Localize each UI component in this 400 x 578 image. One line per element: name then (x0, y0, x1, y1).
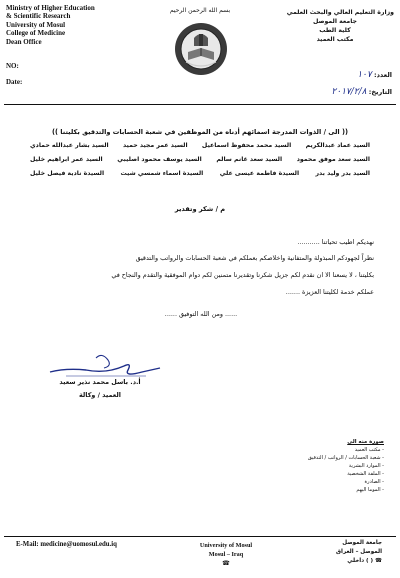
footer-divider (4, 536, 396, 537)
signer-name: أ.د. باسل محمد نذير سعيد (59, 378, 141, 386)
copy-recipient: - الملفة الشخصية (288, 470, 384, 478)
date-value: ٢٠١٧/٢/٨ (331, 87, 367, 97)
employee-name: السيد يوسف محمود اصليبي (117, 156, 202, 163)
names-row (30, 170, 370, 184)
copy-recipient: - الصادرة (288, 478, 384, 486)
footer-ext-ar (294, 557, 382, 566)
body-paragraph-2: بكليتنا ، لا يسعنا الا ان نقدم لكم جزيل شكرنا وتقديرنا متمنين لكم دوام الموفقية والتقدم والنجاح في (111, 271, 374, 279)
research-en: & Scientific Research (6, 12, 71, 21)
signer-title: العميد / وكالة (79, 391, 121, 399)
greeting: نهديكم اطيب تحياتنا ........... (297, 238, 374, 246)
copy-recipient: - شعبة الحسابات / الرواتب / التدقيق (288, 454, 384, 462)
university-ar: جامعة الموصل (313, 18, 357, 25)
employee-name: السيد سعد غانم سالم (216, 156, 283, 163)
copies-list (288, 438, 384, 494)
employee-name: السيد عماد عبدالكريم (305, 142, 370, 149)
english-letterhead (6, 4, 124, 87)
college-ar: كلية الطب (319, 27, 351, 34)
footer-address-ar (294, 539, 382, 566)
office-en: Dean Office (6, 37, 42, 46)
closing-line: ...... ومن الله التوفيق ...... (164, 310, 238, 318)
phone-icon: ☎ (375, 558, 382, 564)
employee-name: السيد عمر مجيد حميد (122, 142, 188, 149)
letter-subject: م / شكر وتقدير (174, 205, 226, 213)
names-row (30, 156, 370, 170)
footer-city-en: Mosul – Iraq (208, 551, 244, 558)
body-paragraph-3: عملكم خدمة لكليتنا العزيزة ....... (285, 288, 374, 296)
copy-recipient: - الموارد البشرية (288, 462, 384, 470)
phone-icon: ☎ (222, 560, 230, 567)
footer-extension: ( ) داخلي (347, 558, 374, 564)
copies-heading: صورة منه الى (347, 439, 384, 445)
footer-email[interactable]: E-Mail: medicine@uomosul.edu.iq (16, 541, 117, 548)
ministry-ar: وزارة التعليم العالي والبحث العلمي (286, 9, 394, 16)
arabic-letterhead (276, 8, 394, 44)
date-label-ar: التاريخ: (368, 88, 392, 96)
office-ar: مكتب العميد (316, 36, 354, 43)
employee-name: السيد عمر ابراهيم خليل (30, 156, 103, 163)
letter-date (331, 87, 392, 97)
number-value: ١٠٧ (357, 70, 372, 80)
employee-names-table (30, 142, 370, 184)
date-label-en: Date: (6, 78, 23, 87)
footer-address-en (178, 541, 274, 568)
college-en: College of Medicine (6, 29, 66, 38)
footer-phone-en (178, 559, 274, 568)
employee-name: السيد بدر وليد بدر (315, 170, 370, 177)
basmala: بسم الله الرحمن الرحيم (169, 7, 231, 14)
university-en: University of Mosul (6, 20, 66, 29)
body-paragraph-1: نظراً لجهودكم المبذولة والمتفانية واخلاصكم بعملكم في شعبة الحسابات والرواتب والتدقيق (135, 254, 374, 262)
letter-number (357, 70, 392, 80)
footer-city-ar: الموصل – العراق (336, 549, 382, 555)
footer-university-en: University of Mosul (199, 542, 253, 549)
names-row (30, 142, 370, 156)
addressee-line: (( الى / الذوات المدرجة اسمائهم أدناه من الموظفين في شعبة الحسابات والتدقيق بكليتنا )) (51, 128, 349, 136)
copy-recipient: - الموما اليهم (288, 486, 384, 494)
employee-name: السيد بشار عبدالله حمادي (30, 142, 109, 149)
copy-recipient: - مكتب العميد (288, 446, 384, 454)
university-seal-logo (174, 22, 228, 76)
employee-name: السيد سعد موفق محمود (296, 156, 370, 163)
footer-university-ar: جامعة الموصل (342, 540, 382, 546)
employee-name: السيدة فاطمة عيسى علي (219, 170, 300, 177)
handwritten-signature (46, 350, 166, 380)
ministry-en: Ministry of Higher Education (6, 4, 95, 12)
number-label-ar: العدد: (373, 71, 392, 79)
employee-name: السيدة نادية فيصل خليل (30, 170, 105, 177)
employee-name: السيد محمد محفوظ اسماعيل (201, 142, 292, 149)
header-divider (4, 104, 396, 105)
number-label-en: NO: (6, 62, 19, 71)
employee-name: السيدة اسماء شمسي شيت (120, 170, 204, 177)
